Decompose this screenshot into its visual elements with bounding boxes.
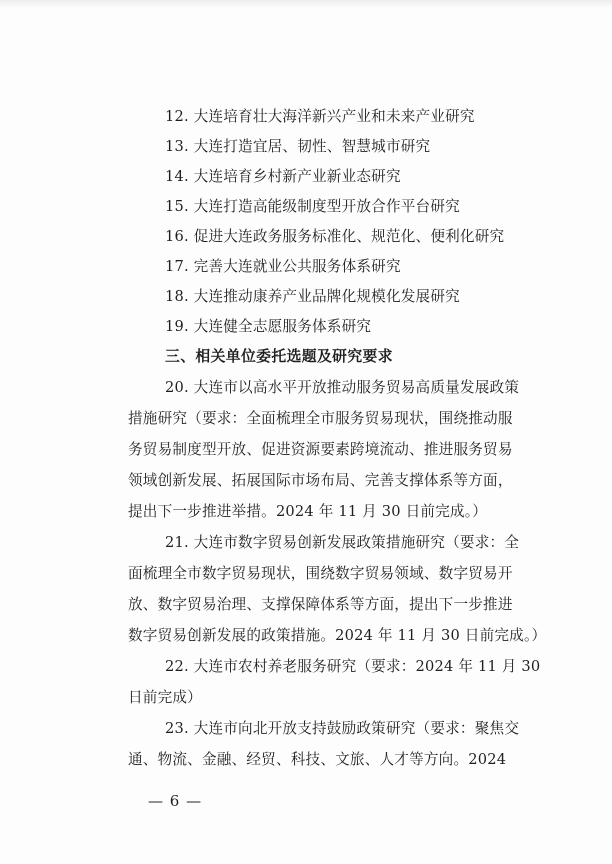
paragraph-line: 面梳理全市数字贸易现状，围绕数字贸易领域、数字贸易开 bbox=[128, 565, 513, 582]
scan-edge bbox=[0, 0, 612, 8]
paragraph-line: 20. 大连市以高水平开放推动服务贸易高质量发展政策 bbox=[165, 379, 520, 396]
list-item: 13. 大连打造宜居、韧性、智慧城市研究 bbox=[165, 138, 431, 155]
paragraph-line: 放、数字贸易治理、支撑保障体系等方面，提出下一步推进 bbox=[128, 596, 513, 613]
paragraph-line: 措施研究（要求：全面梳理全市服务贸易现状，围绕推动服 bbox=[128, 410, 513, 427]
paragraph-line: 22. 大连市农村养老服务研究（要求：2024 年 11 月 30 bbox=[165, 658, 541, 675]
list-item: 12. 大连培育壮大海洋新兴产业和未来产业研究 bbox=[165, 108, 475, 125]
paragraph-line: 21. 大连市数字贸易创新发展政策措施研究（要求：全 bbox=[165, 534, 520, 551]
paragraph-line: 通、物流、金融、经贸、科技、文旅、人才等方向。2024 bbox=[128, 751, 507, 768]
paragraph-line: 23. 大连市向北开放支持鼓励政策研究（要求：聚焦交 bbox=[165, 720, 520, 737]
list-item: 18. 大连推动康养产业品牌化规模化发展研究 bbox=[165, 288, 460, 305]
paragraph-line: 提出下一步推进举措。2024 年 11 月 30 日前完成。） bbox=[128, 503, 488, 520]
page-number: — 6 — bbox=[148, 792, 203, 810]
paragraph-line: 务贸易制度型开放、促进资源要素跨境流动、推进服务贸易 bbox=[128, 441, 513, 458]
list-item: 17. 完善大连就业公共服务体系研究 bbox=[165, 258, 401, 275]
paragraph-line: 数字贸易创新发展的政策措施。2024 年 11 月 30 日前完成。） bbox=[128, 627, 547, 644]
list-item: 15. 大连打造高能级制度型开放合作平台研究 bbox=[165, 198, 460, 215]
list-item: 14. 大连培育乡村新产业新业态研究 bbox=[165, 168, 401, 185]
paragraph-line: 日前完成） bbox=[128, 689, 202, 706]
list-item: 16. 促进大连政务服务标准化、规范化、便利化研究 bbox=[165, 228, 505, 245]
section-heading: 三、相关单位委托选题及研究要求 bbox=[165, 348, 393, 365]
list-item: 19. 大连健全志愿服务体系研究 bbox=[165, 318, 372, 335]
paragraph-line: 领域创新发展、拓展国际市场布局、完善支撑体系等方面， bbox=[128, 472, 513, 489]
